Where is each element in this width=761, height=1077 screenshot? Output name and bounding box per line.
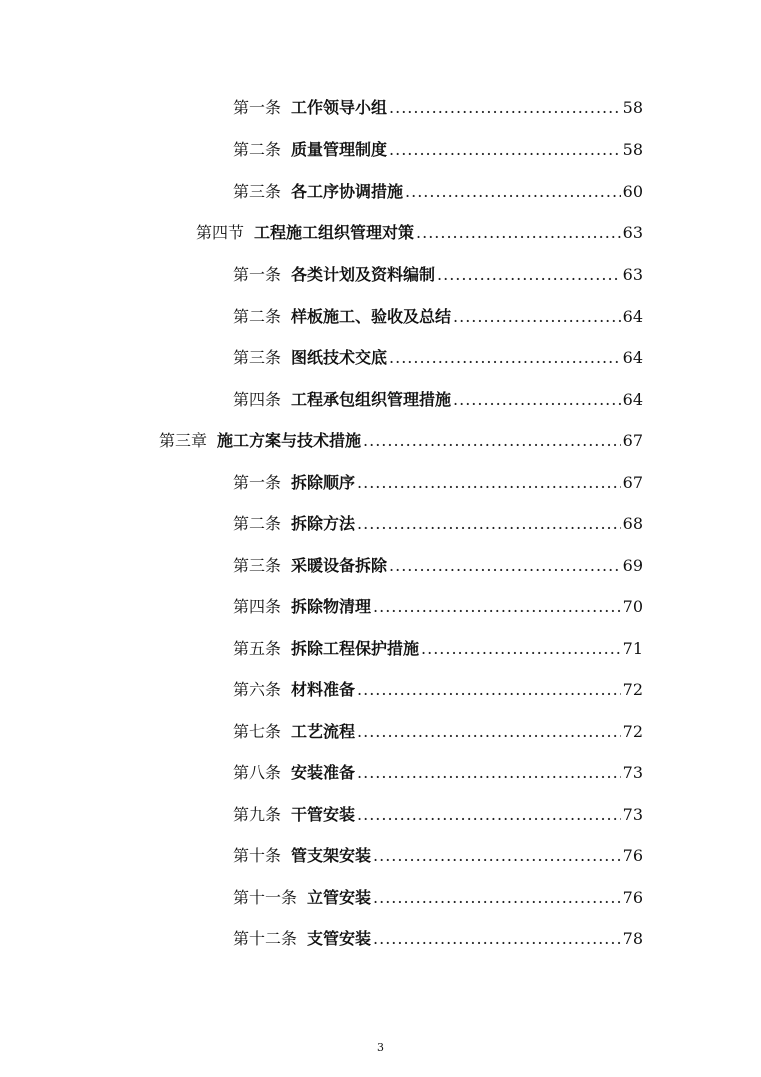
toc-entry-number: 第一条 — [233, 473, 282, 492]
toc-entry-number: 第二条 — [233, 514, 282, 533]
toc-entry-page: 64 — [622, 307, 643, 326]
toc-entry-number: 第二条 — [233, 307, 282, 326]
toc-entry[interactable] — [233, 389, 643, 411]
toc-entry[interactable] — [233, 762, 643, 784]
toc-entry-number: 第三章 — [159, 431, 208, 450]
toc-entry[interactable] — [233, 472, 643, 494]
toc-entry-page: 64 — [622, 390, 643, 409]
toc-entry-number: 第十一条 — [233, 888, 298, 907]
toc-entry[interactable] — [233, 555, 643, 577]
toc-entry[interactable] — [233, 306, 643, 328]
toc-entry-number: 第二条 — [233, 140, 282, 159]
toc-dot-leader — [373, 845, 621, 867]
toc-entry-title: 采暖设备拆除 — [291, 556, 388, 575]
toc-entry-number: 第九条 — [233, 805, 282, 824]
toc-entry-page: 72 — [622, 680, 643, 699]
toc-entry-title: 拆除方法 — [291, 514, 356, 533]
toc-dot-leader — [453, 306, 621, 328]
toc-entry-page: 67 — [622, 431, 643, 450]
toc-entry[interactable] — [233, 845, 643, 867]
toc-entry-number: 第三条 — [233, 348, 282, 367]
toc-entry[interactable] — [159, 430, 643, 452]
toc-dot-leader — [416, 222, 621, 244]
toc-entry[interactable] — [233, 139, 643, 161]
toc-entry-page: 70 — [622, 597, 643, 616]
toc-entry-page: 69 — [622, 556, 643, 575]
toc-entry-title: 工程施工组织管理对策 — [254, 223, 415, 242]
toc-entry-title: 支管安装 — [307, 929, 372, 948]
toc-entry-page: 63 — [622, 223, 643, 242]
toc-entry[interactable] — [196, 222, 643, 244]
toc-entry-page: 60 — [622, 182, 643, 201]
toc-entry-number: 第一条 — [233, 98, 282, 117]
toc-entry[interactable] — [233, 513, 643, 535]
toc-entry[interactable] — [233, 638, 643, 660]
toc-entry-title: 工艺流程 — [291, 722, 356, 741]
toc-entry[interactable] — [233, 264, 643, 286]
toc-dot-leader — [389, 347, 621, 369]
toc-entry[interactable] — [233, 928, 643, 950]
toc-dot-leader — [373, 928, 621, 950]
toc-entry-title: 各工序协调措施 — [291, 182, 404, 201]
toc-dot-leader — [421, 638, 621, 660]
toc-entry-number: 第七条 — [233, 722, 282, 741]
page-number: 3 — [377, 1041, 384, 1054]
toc-entry-page: 72 — [622, 722, 643, 741]
toc-entry-title: 质量管理制度 — [291, 140, 388, 159]
toc-entry-number: 第一条 — [233, 265, 282, 284]
toc-dot-leader — [357, 721, 621, 743]
toc-entry-number: 第四节 — [196, 223, 245, 242]
toc-entry-number: 第四条 — [233, 597, 282, 616]
toc-entry-page: 76 — [622, 846, 643, 865]
toc-entry-title: 立管安装 — [307, 888, 372, 907]
toc-dot-leader — [357, 472, 621, 494]
toc-dot-leader — [437, 264, 621, 286]
toc-entry-page: 73 — [622, 805, 643, 824]
toc-entry-number: 第五条 — [233, 639, 282, 658]
toc-entry[interactable] — [233, 181, 643, 203]
toc-dot-leader — [373, 596, 621, 618]
toc-entry-title: 材料准备 — [291, 680, 356, 699]
toc-entry-page: 64 — [622, 348, 643, 367]
toc-entry-title: 拆除物清理 — [291, 597, 372, 616]
toc-entry-page: 58 — [622, 98, 643, 117]
toc-dot-leader — [389, 97, 621, 119]
toc-entry-title: 干管安装 — [291, 805, 356, 824]
toc-entry-title: 工作领导小组 — [291, 98, 388, 117]
toc-entry-number: 第四条 — [233, 390, 282, 409]
toc-entry-title: 拆除顺序 — [291, 473, 356, 492]
toc-entry[interactable] — [233, 596, 643, 618]
toc-entry-number: 第三条 — [233, 182, 282, 201]
toc-dot-leader — [357, 762, 621, 784]
toc-entry-number: 第十二条 — [233, 929, 298, 948]
toc-entry-page: 71 — [622, 639, 643, 658]
toc-entry-title: 管支架安装 — [291, 846, 372, 865]
toc-entry[interactable] — [233, 679, 643, 701]
toc-entry-page: 63 — [622, 265, 643, 284]
toc-dot-leader — [453, 389, 621, 411]
toc-entry-title: 样板施工、验收及总结 — [291, 307, 452, 326]
toc-dot-leader — [357, 804, 621, 826]
toc-dot-leader — [357, 679, 621, 701]
toc-dot-leader — [373, 887, 621, 909]
toc-entry-title: 工程承包组织管理措施 — [291, 390, 452, 409]
toc-entry-title: 各类计划及资料编制 — [291, 265, 436, 284]
toc-entry-number: 第十条 — [233, 846, 282, 865]
toc-entry-page: 76 — [622, 888, 643, 907]
toc-entry-title: 拆除工程保护措施 — [291, 639, 420, 658]
toc-entry-page: 73 — [622, 763, 643, 782]
toc-dot-leader — [389, 139, 621, 161]
toc-entry-page: 67 — [622, 473, 643, 492]
toc-entry-title: 施工方案与技术措施 — [217, 431, 362, 450]
toc-entry-number: 第六条 — [233, 680, 282, 699]
toc-entry[interactable] — [233, 347, 643, 369]
toc-entry-number: 第三条 — [233, 556, 282, 575]
toc-entry[interactable] — [233, 97, 643, 119]
toc-dot-leader — [405, 181, 621, 203]
toc-dot-leader — [357, 513, 621, 535]
toc-entry-title: 安装准备 — [291, 763, 356, 782]
toc-entry-title: 图纸技术交底 — [291, 348, 388, 367]
toc-entry-page: 68 — [622, 514, 643, 533]
toc-entry[interactable] — [233, 721, 643, 743]
toc-entry[interactable] — [233, 887, 643, 909]
toc-entry-page: 58 — [622, 140, 643, 159]
toc-entry-number: 第八条 — [233, 763, 282, 782]
toc-entry[interactable] — [233, 804, 643, 826]
toc-dot-leader — [389, 555, 621, 577]
toc-entry-page: 78 — [622, 929, 643, 948]
toc-dot-leader — [363, 430, 621, 452]
